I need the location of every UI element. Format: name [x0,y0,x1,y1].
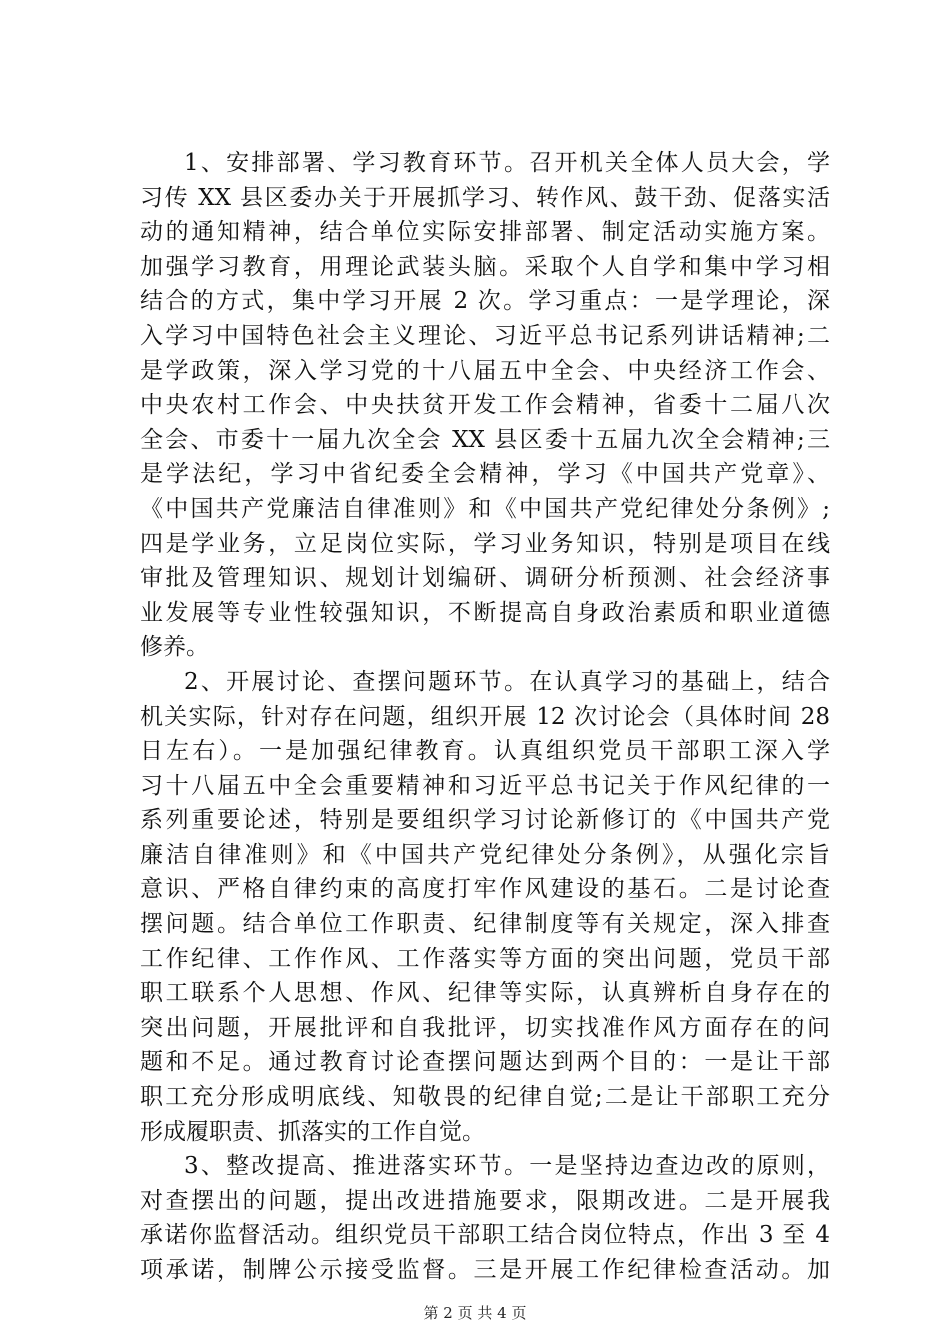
paragraph-line: 职工联系个人思想、作风、纪律等实际，认真辨析自身存在的 [140,980,830,1007]
paragraph-line: 入学习中国特色社会主义理论、习近平总书记系列讲话精神;二 [140,322,830,349]
paragraph-line: 习传 XX 县区委办关于开展抓学习、转作风、鼓干劲、促落实活 [140,184,830,211]
paragraph-line: 《中国共产党廉洁自律准则》和《中国共产党纪律处分条例》; [140,495,830,522]
paragraph-line: 项承诺，制牌公示接受监督。三是开展工作纪律检查活动。加 [140,1257,830,1283]
paragraph-line: 廉洁自律准则》和《中国共产党纪律处分条例》，从强化宗旨 [140,841,830,868]
paragraph-line: 业发展等专业性较强知识，不断提高自身政治素质和职业道德 [140,599,830,626]
page-number-footer: 第 2 页 共 4 页 [423,1304,527,1322]
paragraph-line: 加强学习教育，用理论武装头脑。采取个人自学和集中学习相 [140,253,830,280]
paragraph-1 [140,146,830,665]
paragraph-line: 承诺你监督活动。组织党员干部职工结合岗位特点，作出 3 至 4 [140,1222,830,1249]
paragraph-line: 中央农村工作会、中央扶贫开发工作会精神，省委十二届八次 [140,392,830,419]
paragraph-line: 结合的方式，集中学习开展 2 次。学习重点：一是学理论，深 [140,288,830,315]
paragraph-line: 形成履职责、抓落实的工作自觉。 [140,1118,485,1145]
paragraph-line: 3、整改提高、推进落实环节。一是坚持边查边改的原则， [184,1153,830,1180]
paragraph-line: 四是学业务，立足岗位实际，学习业务知识，特别是项目在线 [140,530,830,557]
paragraph-line: 全会、市委十一届九次全会 XX 县区委十五届九次全会精神;三 [140,426,830,453]
paragraph-line: 对查摆出的问题，提出改进措施要求，限期改进。二是开展我 [140,1187,830,1214]
paragraph-line: 日左右）。一是加强纪律教育。认真组织党员干部职工深入学 [140,738,830,765]
paragraph-line: 题和不足。通过教育讨论查摆问题达到两个目的：一是让干部 [140,1049,830,1076]
paragraph-line: 突出问题，开展批评和自我批评，切实找准作风方面存在的问 [140,1014,830,1041]
paragraph-line: 摆问题。结合单位工作职责、纪律制度等有关规定，深入排查 [140,911,830,938]
paragraph-2 [140,665,830,1149]
paragraph-line: 动的通知精神，结合单位实际安排部署、制定活动实施方案。 [140,219,830,246]
paragraph-line: 是学法纪，学习中省纪委全会精神，学习《中国共产党章》、 [140,461,830,488]
paragraph-line: 习十八届五中全会重要精神和习近平总书记关于作风纪律的一 [140,772,830,799]
document-body [140,146,830,1288]
paragraph-line: 工作纪律、工作作风、工作落实等方面的突出问题，党员干部 [140,945,830,972]
paragraph-line: 审批及管理知识、规划计划编研、调研分析预测、社会经济事 [140,565,830,592]
paragraph-3 [140,1149,830,1287]
paragraph-line: 是学政策，深入学习党的十八届五中全会、中央经济工作会、 [140,357,830,384]
paragraph-line: 机关实际，针对存在问题，组织开展 12 次讨论会（具体时间 28 [140,703,830,730]
paragraph-line: 2、开展讨论、查摆问题环节。在认真学习的基础上，结合 [184,668,830,695]
paragraph-line: 系列重要论述，特别是要组织学习讨论新修订的《中国共产党 [140,807,830,834]
paragraph-line: 1、安排部署、学习教育环节。召开机关全体人员大会，学 [184,150,830,176]
paragraph-line: 修养。 [140,634,209,661]
paragraph-line: 职工充分形成明底线、知敬畏的纪律自觉;二是让干部职工充分 [140,1084,830,1111]
paragraph-line: 意识、严格自律约束的高度打牢作风建设的基石。二是讨论查 [140,876,830,903]
